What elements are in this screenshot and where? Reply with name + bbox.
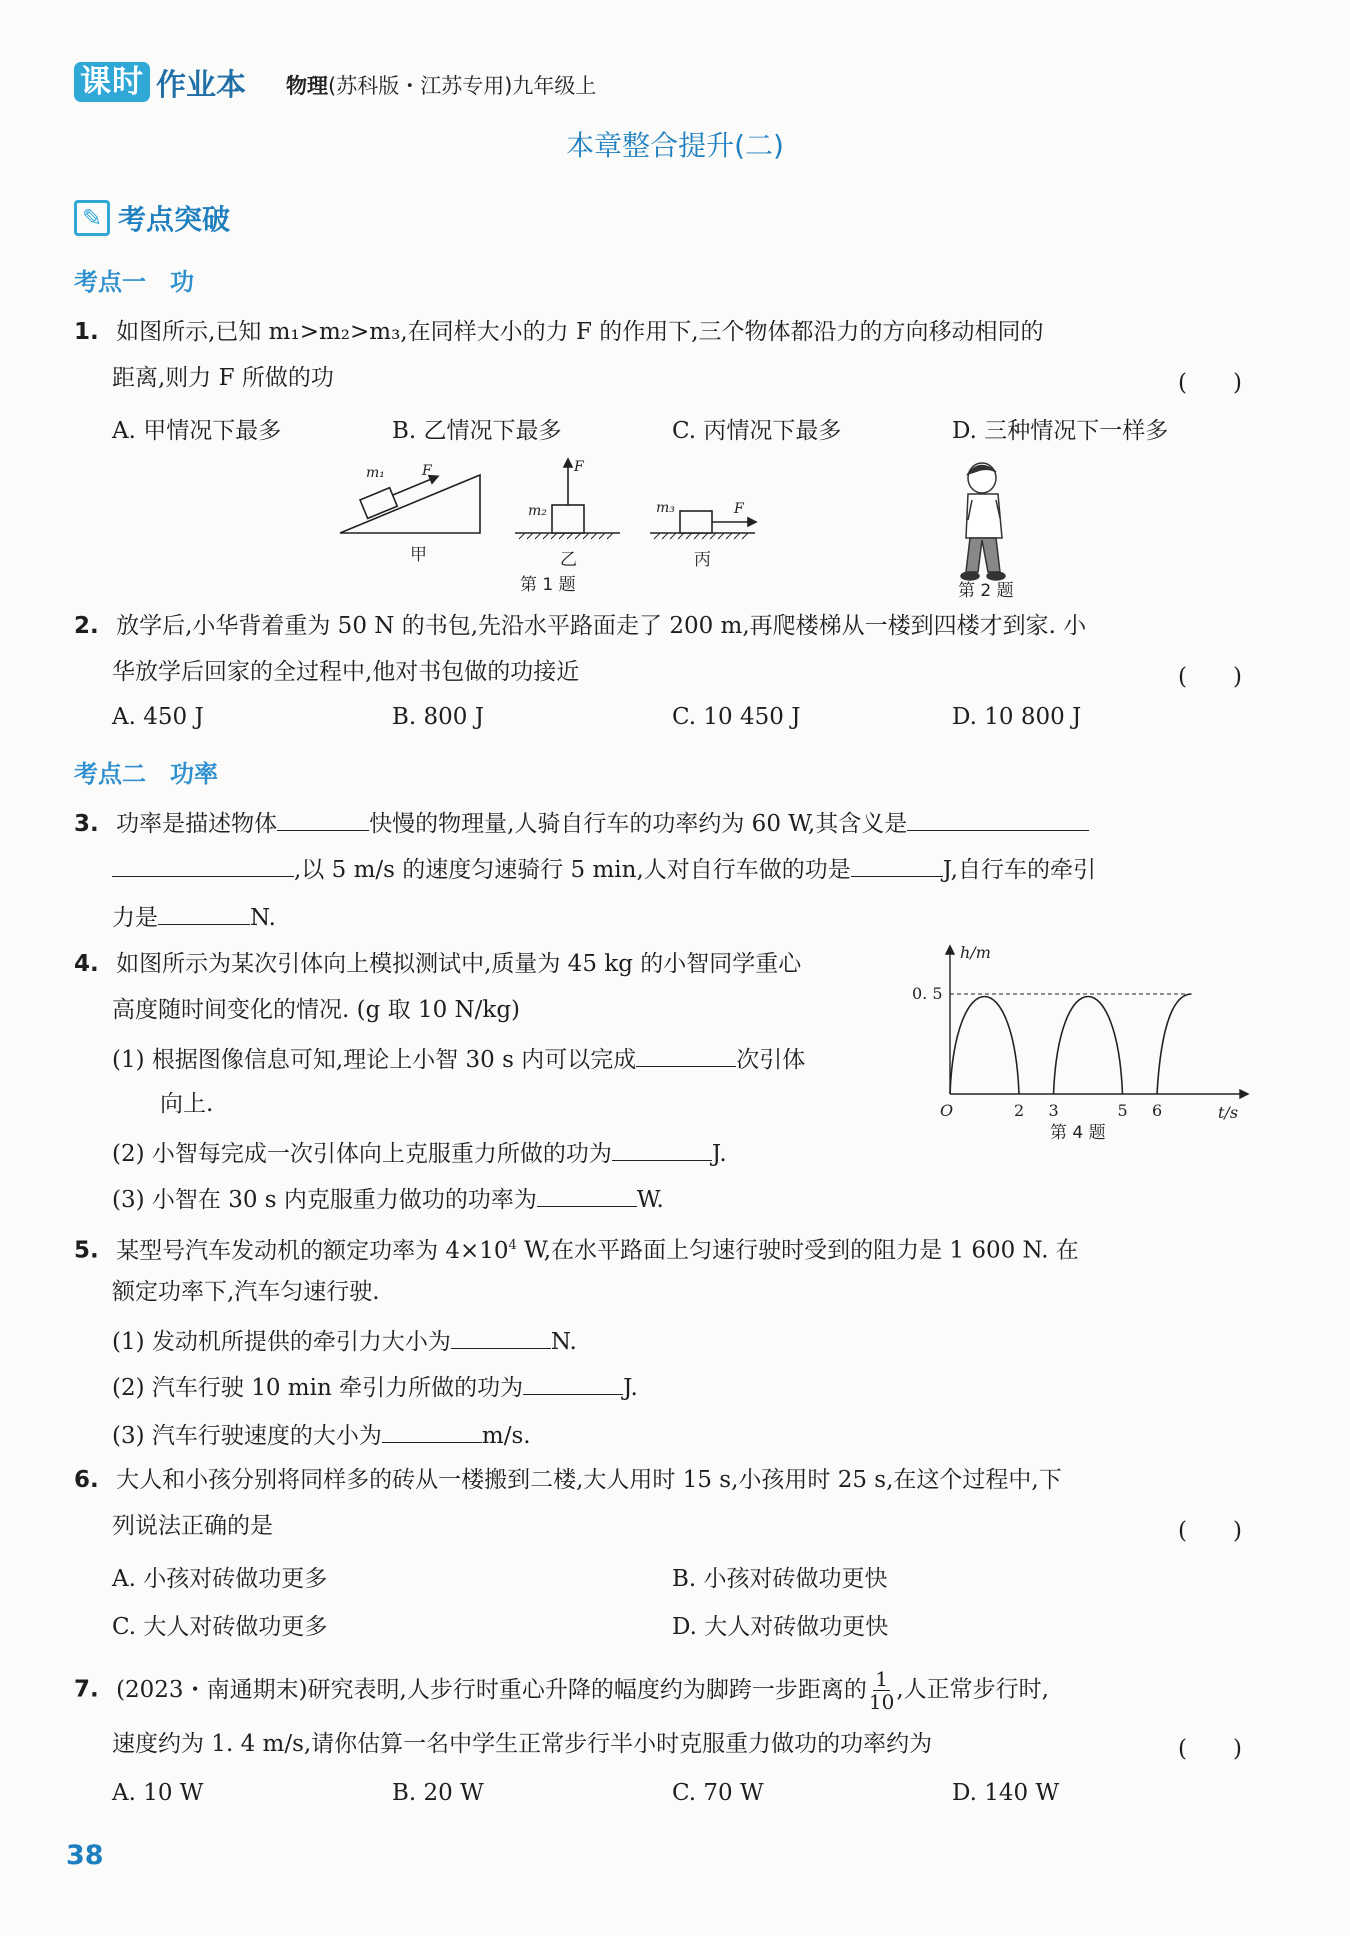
question-text: ,人正常步行时, <box>896 1676 1049 1703</box>
question-2-line1 <box>74 612 1086 640</box>
fraction-numerator: 1 <box>875 1667 888 1691</box>
label-f2: F <box>574 459 584 475</box>
option-a: A. 450 J <box>112 704 204 730</box>
question-text: (2) 小智每完成一次引体向上克服重力所做的功为 <box>112 1141 612 1167</box>
question-text: J. <box>623 1375 638 1401</box>
question-text: W,在水平路面上匀速行驶时受到的阻力是 1 600 N. 在 <box>516 1237 1079 1264</box>
question-5-sub1 <box>112 1326 577 1356</box>
answer-paren: ( ) <box>1178 664 1242 690</box>
option-d: D. 10 800 J <box>952 704 1082 730</box>
figure-4-graph <box>910 940 1250 1140</box>
question-5-sub2 <box>112 1372 638 1402</box>
option-d: D. 三种情况下一样多 <box>952 418 1169 444</box>
answer-paren: ( ) <box>1178 1736 1242 1762</box>
option-b: B. 小孩对砖做功更快 <box>672 1566 888 1592</box>
question-4-sub2 <box>112 1138 727 1168</box>
option-d: D. 大人对砖做功更快 <box>672 1614 889 1640</box>
question-text: (2) 汽车行驶 10 min 牵引力所做的功为 <box>112 1375 524 1401</box>
option-b: B. 800 J <box>392 704 484 730</box>
question-4-line1 <box>74 950 801 978</box>
label-f1: F <box>422 463 432 479</box>
label-jia: 甲 <box>410 545 427 565</box>
question-text: W. <box>636 1187 664 1213</box>
question-3-line2 <box>112 854 1096 884</box>
origin-label: O <box>940 1101 954 1120</box>
question-5-line2: 额定功率下,汽车匀速行驶. <box>112 1279 380 1305</box>
block-m3 <box>680 511 712 533</box>
label-m2: m₂ <box>528 503 547 519</box>
x-axis-arrow <box>1240 1090 1248 1098</box>
question-text: (1) 根据图像信息可知,理论上小智 30 s 内可以完成 <box>112 1047 637 1073</box>
question-1-line2: 距离,则力 F 所做的功 <box>112 365 334 391</box>
x-tick-label: 2 <box>1014 1101 1025 1120</box>
question-3-line3 <box>112 902 276 932</box>
question-number: 1. <box>74 319 99 345</box>
question-text: (3) 汽车行驶速度的大小为 <box>112 1423 382 1449</box>
key-point-2: 考点二 功率 <box>74 760 218 788</box>
header-logo <box>74 60 246 104</box>
question-4-sub1-cont: 向上. <box>160 1091 214 1117</box>
question-4-sub1 <box>112 1044 805 1074</box>
question-text: N. <box>550 1329 577 1355</box>
answer-blank[interactable] <box>851 854 943 877</box>
logo-title: 作业本 <box>156 68 246 103</box>
exponent: 4 <box>508 1238 517 1253</box>
label-f3: F <box>734 501 744 517</box>
question-7-line1 <box>74 1668 1049 1713</box>
force-arrow-1 <box>393 479 431 495</box>
logo-badge: 课时 <box>74 62 150 102</box>
option-a: A. 甲情况下最多 <box>112 418 282 444</box>
question-text: m/s. <box>481 1423 531 1449</box>
breakthrough-icon: ✎ <box>74 200 110 236</box>
question-text: J,自行车的牵引 <box>942 857 1096 883</box>
height-curve-segment <box>1054 997 1123 1095</box>
block-m1 <box>360 488 397 519</box>
label-bing: 丙 <box>694 550 711 570</box>
question-text: (3) 小智在 30 s 内克服重力做功的功率为 <box>112 1187 537 1213</box>
figure-1-caption: 第 1 题 <box>520 575 576 595</box>
question-text: 快慢的物理量,人骑自行车的功率约为 60 W,其含义是 <box>369 811 908 837</box>
question-text: 如图所示,已知 m₁>m₂>m₃,在同样大小的力 F 的作用下,三个物体都沿力的方向移动相同的 <box>116 319 1044 345</box>
x-tick-label: 6 <box>1152 1101 1163 1120</box>
question-5-sub3 <box>112 1420 531 1450</box>
figure-4-caption: 第 4 题 <box>1050 1123 1106 1140</box>
edition-info: (苏科版・江苏专用)九年级上 <box>328 74 597 98</box>
section-heading <box>74 198 230 238</box>
answer-paren: ( ) <box>1178 1518 1242 1544</box>
label-m3: m₃ <box>656 500 675 516</box>
question-text: 力是 <box>112 905 158 931</box>
fraction <box>869 1668 894 1713</box>
question-1-line1 <box>74 318 1044 346</box>
answer-blank[interactable] <box>451 1326 551 1349</box>
answer-blank[interactable] <box>537 1184 637 1207</box>
question-text: 次引体 <box>736 1047 806 1073</box>
answer-blank[interactable] <box>158 902 250 925</box>
label-yi: 乙 <box>560 550 577 570</box>
answer-blank[interactable] <box>907 808 1089 831</box>
question-text: 如图所示为某次引体向上模拟测试中,质量为 45 kg 的小智同学重心 <box>116 951 802 977</box>
question-text: 放学后,小华背着重为 50 N 的书包,先沿水平路面走了 200 m,再爬楼梯从一楼到四楼才到家. 小 <box>116 613 1087 639</box>
option-b: B. 20 W <box>392 1780 484 1806</box>
figure-1 <box>330 455 770 605</box>
option-c: C. 丙情况下最多 <box>672 418 842 444</box>
x-tick-label: 5 <box>1117 1101 1128 1120</box>
question-number: 2. <box>74 613 99 639</box>
option-d: D. 140 W <box>952 1780 1060 1806</box>
question-6-line2: 列说法正确的是 <box>112 1513 273 1539</box>
subject-name: 物理 <box>286 74 328 98</box>
x-axis-label: t/s <box>1218 1103 1239 1122</box>
question-number: 7. <box>74 1676 99 1703</box>
question-5-line1 <box>74 1232 1079 1265</box>
question-3-line1 <box>74 808 1089 838</box>
option-b: B. 乙情况下最多 <box>392 418 562 444</box>
figure-2-caption: 第 2 题 <box>958 581 1014 600</box>
y-axis-label: h/m <box>960 943 991 962</box>
option-c: C. 大人对砖做功更多 <box>112 1614 328 1640</box>
fraction-denominator: 10 <box>868 1690 895 1714</box>
height-curve-segment <box>1157 994 1192 1094</box>
option-c: C. 70 W <box>672 1780 764 1806</box>
answer-blank[interactable] <box>277 808 369 831</box>
question-text: 大人和小孩分别将同样多的砖从一楼搬到二楼,大人用时 15 s,小孩用时 25 s,在这个过程中,下 <box>116 1467 1062 1493</box>
block-m2 <box>552 505 584 533</box>
question-text: (1) 发动机所提供的牵引力大小为 <box>112 1329 451 1355</box>
student-illustration <box>961 463 1005 580</box>
question-text: 某型号汽车发动机的额定功率为 4×10 <box>116 1237 509 1264</box>
key-point-1: 考点一 功 <box>74 268 194 296</box>
book-subtitle <box>286 70 596 100</box>
question-text: J. <box>711 1141 727 1167</box>
height-curve-segment <box>950 997 1019 1095</box>
page-number: 38 <box>66 1840 104 1871</box>
option-a: A. 10 W <box>112 1780 204 1806</box>
question-text: N. <box>250 905 276 931</box>
chapter-title: 本章整合提升(二) <box>566 129 784 162</box>
label-m1: m₁ <box>366 465 385 481</box>
answer-blank[interactable] <box>382 1420 482 1443</box>
option-a: A. 小孩对砖做功更多 <box>112 1566 328 1592</box>
option-c: C. 10 450 J <box>672 704 801 730</box>
question-text: (2023・南通期末)研究表明,人步行时重心升降的幅度约为脚跨一步距离的 <box>116 1676 867 1703</box>
answer-blank[interactable] <box>112 854 294 877</box>
question-6-line1 <box>74 1466 1062 1494</box>
y-tick-label: 0. 5 <box>912 984 943 1003</box>
question-number: 3. <box>74 811 99 837</box>
question-number: 5. <box>74 1237 99 1264</box>
x-tick-label: 3 <box>1048 1101 1059 1120</box>
question-7-line2: 速度约为 1. 4 m/s,请你估算一名中学生正常步行半小时克服重力做功的功率约为 <box>112 1731 933 1757</box>
question-number: 4. <box>74 951 99 977</box>
question-text: 功率是描述物体 <box>116 811 278 837</box>
y-axis-arrow <box>946 946 954 954</box>
section-title: 考点突破 <box>118 203 231 236</box>
question-2-line2: 华放学后回家的全过程中,他对书包做的功接近 <box>112 659 580 685</box>
question-4-sub3 <box>112 1184 664 1214</box>
figure-2 <box>940 460 1030 600</box>
question-text: ,以 5 m/s 的速度匀速骑行 5 min,人对自行车做的功是 <box>294 857 851 883</box>
question-number: 6. <box>74 1467 99 1493</box>
question-4-line2: 高度随时间变化的情况. (g 取 10 N/kg) <box>112 997 521 1023</box>
answer-paren: ( ) <box>1178 370 1242 396</box>
answer-blank[interactable] <box>523 1372 623 1395</box>
answer-blank[interactable] <box>636 1044 736 1067</box>
answer-blank[interactable] <box>612 1138 712 1161</box>
